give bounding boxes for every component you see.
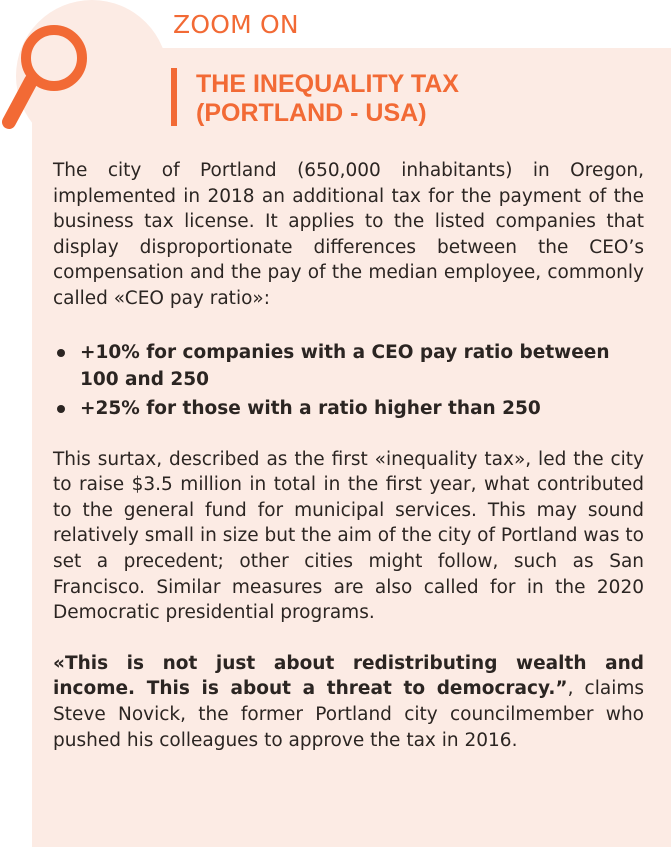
quote-paragraph: [53, 651, 644, 753]
box-body: [53, 158, 644, 753]
title-line-1: THE INEQUALITY TAX: [196, 70, 459, 98]
title-line-2: (PORTLAND - USA): [196, 99, 427, 127]
quote-text: «This is not just about redistributing wealth and income. This is about a threat to democracy.”: [53, 652, 644, 700]
bullet-text: +10% for companies with a CEO pay ratio between 100 and 250: [80, 341, 610, 390]
bullet-icon: [57, 405, 65, 413]
box-title: [196, 70, 459, 128]
bullet-icon: [57, 349, 65, 357]
zoom-on-label: ZOOM ON: [173, 10, 299, 39]
intro-paragraph: The city of Portland (650,000 inhabitants) in Oregon, implemented in 2018 an additional tax for the payment of the business tax license. It applies to the listed companies that display disproportionate differences between the CEO’s compensation and the pay of the median employee, commonly called «CEO pay ratio»:: [53, 160, 644, 309]
bullet-text: +25% for those with a ratio higher than 250: [80, 397, 541, 419]
bullet-list: [53, 339, 644, 422]
list-item: [53, 395, 644, 422]
magnifying-glass-icon: [0, 0, 120, 140]
quote-attribution: , claims Steve Novick, the former Portland city councilmember who pushed his colleagues to approve the tax in 2016.: [53, 678, 644, 751]
list-item: [53, 339, 644, 393]
surtax-paragraph: This surtax, described as the first «inequality tax», led the city to raise $3.5 million in total in the first year, what contributed to the general fund for municipal services. This may sound relatively small in size but the aim of the city of Portland was to set a precedent; other cities might follow, such as San Francisco. Similar measures are also called for in the 2020 Democratic presidential programs.: [53, 448, 644, 624]
title-accent-bar: [171, 68, 177, 126]
